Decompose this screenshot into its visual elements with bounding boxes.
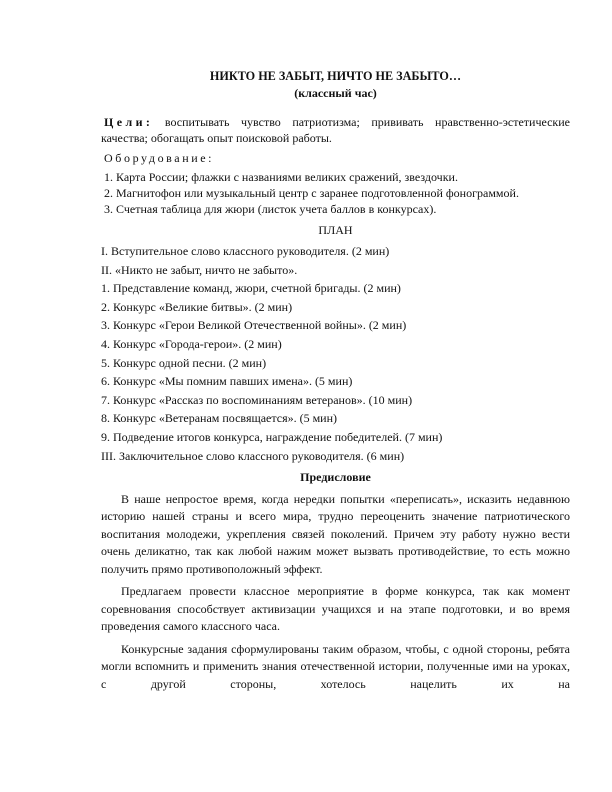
plan-item: 7. Конкурс «Рассказ по воспоминаниям ветеранов». (10 мин)	[101, 392, 413, 407]
equipment-label: Оборудование:	[104, 150, 215, 165]
plan-item: 6. Конкурс «Мы помним павших имена». (5 мин)	[101, 374, 353, 389]
plan-item: 8. Конкурс «Ветеранам посвящается». (5 мин)	[101, 411, 338, 426]
plan-item: III. Заключительное слово классного руководителя. (6 мин)	[101, 448, 405, 463]
preface-paragraph: Конкурсные задания сформулированы таким образом, чтобы, с одной стороны, ребята могли вспомнить и применить знания отечественной истории, полученные ими на уроках, с другой стороны, хотелось нацелить их на	[101, 641, 570, 691]
plan-item: 9. Подведение итогов конкурса, награждение победителей. (7 мин)	[101, 430, 443, 445]
goals-paragraph	[101, 114, 570, 147]
plan-item: I. Вступительное слово классного руководителя. (2 мин)	[101, 244, 390, 259]
plan-item: 2. Конкурс «Великие битвы». (2 мин)	[101, 299, 293, 314]
page-subtitle: (классный час)	[294, 86, 377, 100]
plan-item: 1. Представление команд, жюри, счетной бригады. (2 мин)	[101, 281, 401, 296]
equipment-item: 2. Магнитофон или музыкальный центр с заранее подготовленной фонограммой.	[104, 186, 519, 201]
plan-item: 3. Конкурс «Герои Великой Отечественной войны». (2 мин)	[101, 318, 407, 333]
equipment-item: 3. Счетная таблица для жюри (листок учета баллов в конкурсах).	[104, 202, 437, 217]
page-title: НИКТО НЕ ЗАБЫТ, НИЧТО НЕ ЗАБЫТО…	[209, 69, 462, 83]
plan-item: 5. Конкурс одной песни. (2 мин)	[101, 355, 267, 370]
preface-paragraph: Предлагаем провести классное мероприятие в форме конкурса, так как момент соревнования способствует активизации учащихся и на этапе подготовки, и во время проведения самого классного часа.	[101, 584, 570, 633]
equipment-item: 1. Карта России; флажки с названиями великих сражений, звездочки.	[104, 169, 458, 184]
document-content	[101, 68, 570, 698]
preface-heading: Предисловие	[300, 470, 371, 485]
goals-label: Цели:	[104, 115, 154, 129]
plan-item: 4. Конкурс «Города-герои». (2 мин)	[101, 337, 282, 352]
plan-item: II. «Никто не забыт, ничто не забыто».	[101, 262, 298, 277]
plan-heading: ПЛАН	[318, 222, 353, 237]
preface-paragraph: В наше непростое время, когда нередки попытки «переписать», исказить недавнюю историю нашей страны и всего мира, трудно переоценить значение патриотического воспитания молодежи, укрепления связей поколений. Причем эту работу нужно вести очень деликатно, так как любой нажим может вызвать противодействие, то есть можно получить прямо противоположный эффект.	[101, 491, 570, 576]
goals-text: воспитывать чувство патриотизма; прививать нравственно-эстетические качества; обогащать опыт поисковой работы.	[101, 115, 571, 146]
